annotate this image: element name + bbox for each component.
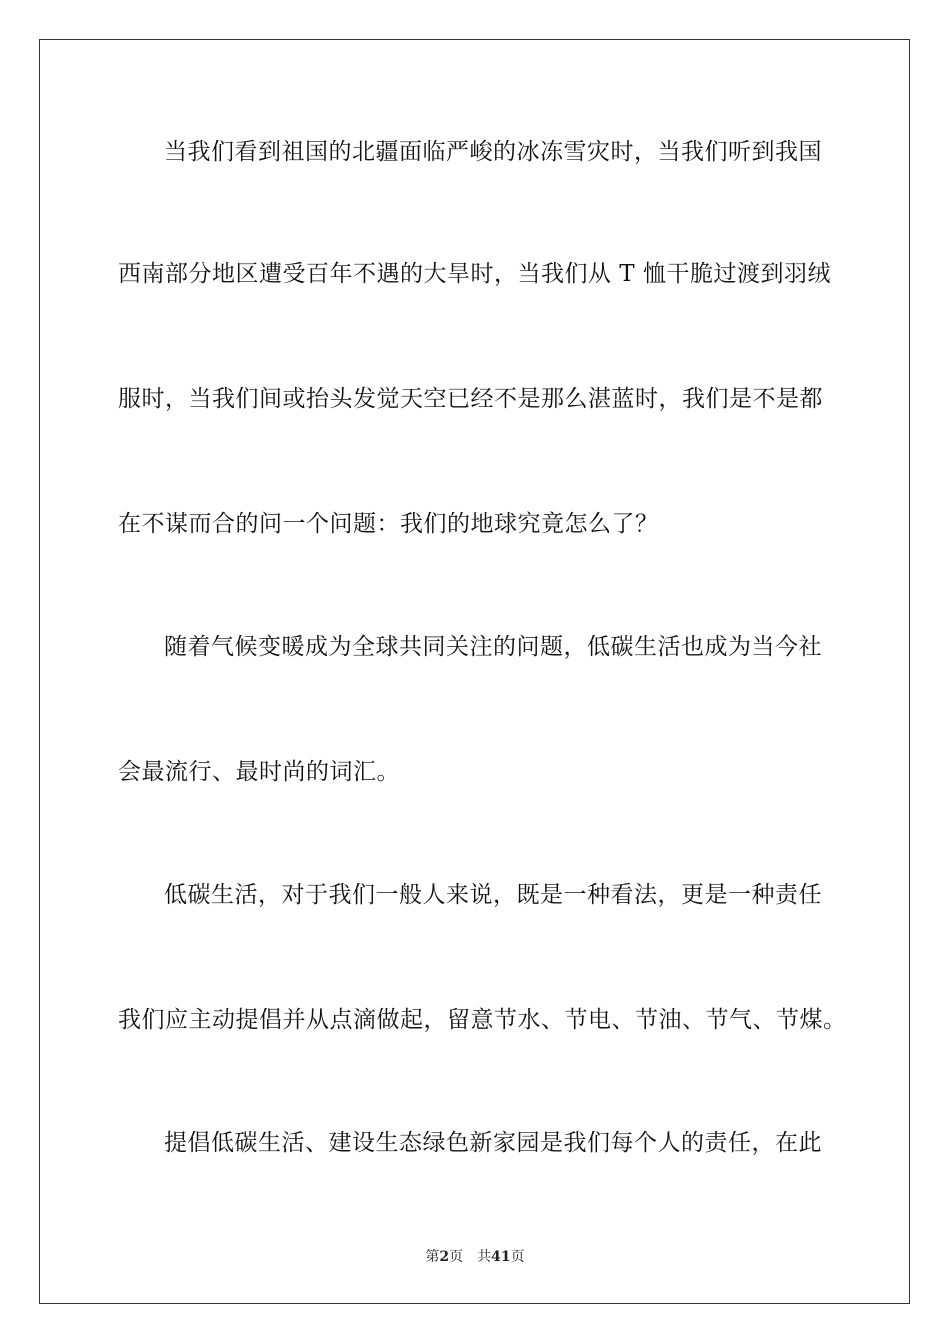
page-footer [0,1248,950,1266]
paragraph-3-line-2: 我们应主动提倡并从点滴做起，留意节水、节电、节油、节气、节煤。 [118,1007,847,1033]
paragraph-3-line-1: 低碳生活，对于我们一般人来说，既是一种看法，更是一种责任 [164,882,822,908]
page-border [39,39,910,1304]
footer-prefix: 第 [425,1249,440,1265]
paragraph-2-line-1: 随着气候变暖成为全球共同关注的问题，低碳生活也成为当今社 [164,634,822,660]
footer-total-prefix: 共 [477,1249,492,1265]
paragraph-1-line-1: 当我们看到祖国的北疆面临严峻的冰冻雪灾时，当我们听到我国 [164,139,822,165]
footer-total-suffix: 页 [510,1249,525,1265]
paragraph-1-line-3: 服时，当我们间或抬头发觉天空已经不是那么湛蓝时，我们是不是都 [118,386,823,412]
footer-total-pages: 41 [491,1249,511,1265]
paragraph-4-line-1: 提倡低碳生活、建设生态绿色新家园是我们每个人的责任，在此 [164,1130,822,1156]
paragraph-1-line-2: 西南部分地区遭受百年不遇的大旱时，当我们从 T 恤干脆过渡到羽绒 [118,261,831,287]
paragraph-2-line-2: 会最流行、最时尚的词汇。 [118,759,400,785]
paragraph-1-line-4: 在不谋而合的问一个问题：我们的地球究竟怎么了？ [118,511,659,537]
footer-page-number: 2 [439,1249,450,1265]
footer-page-suffix: 页 [449,1249,464,1265]
